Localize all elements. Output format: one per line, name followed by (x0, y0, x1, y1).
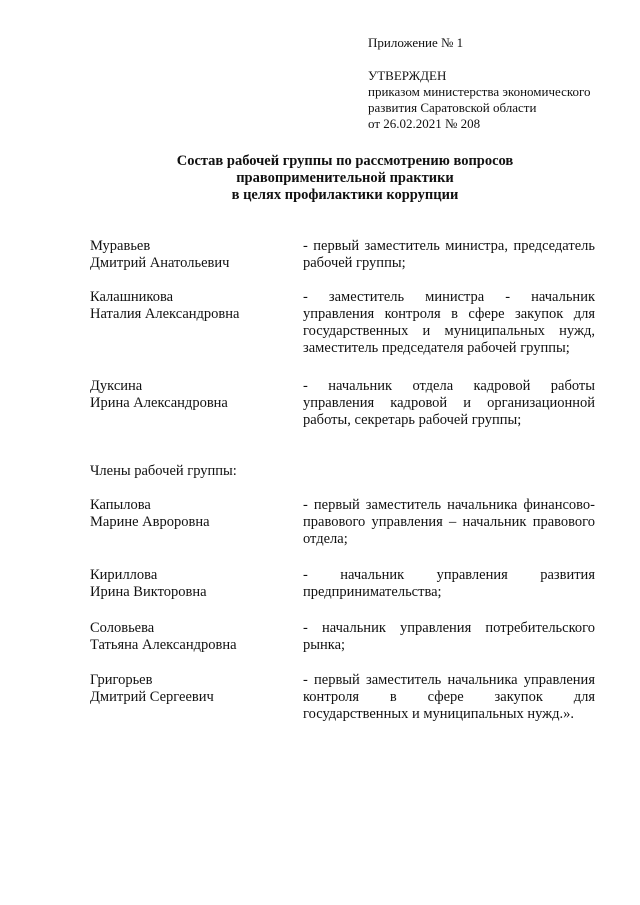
appendix-number: Приложение № 1 (368, 35, 464, 50)
person-role: - начальник управления потребительского рынка; (303, 620, 595, 653)
person-role: - начальник отдела кадровой работы управления кадровой и организационной работы, секретарь рабочей группы; (303, 378, 595, 428)
title-line-1: Состав рабочей группы по рассмотрению вопросов (176, 153, 514, 169)
person-name (90, 620, 290, 654)
person-name (90, 672, 290, 706)
person-given-names: Дмитрий Сергеевич (90, 689, 214, 705)
person-role: - первый заместитель министра, председатель рабочей группы; (303, 238, 595, 271)
person-name (90, 567, 290, 601)
approved-ministry-line: развития Саратовской области (368, 100, 537, 115)
person-role: - первый заместитель начальника финансово-правового управления – начальник правового отдела; (303, 497, 595, 547)
approved-order-line: приказом министерства экономического (368, 84, 591, 99)
person-given-names: Марине Авроровна (90, 514, 210, 530)
person-given-names: Дмитрий Анатольевич (90, 255, 230, 271)
person-given-names: Ирина Викторовна (90, 584, 207, 600)
document-title (90, 153, 600, 204)
approved-heading: УТВЕРЖДЕН (368, 68, 447, 83)
person-name (90, 238, 290, 272)
person-name (90, 378, 290, 412)
person-surname: Соловьева (90, 620, 155, 636)
approval-stamp-block (368, 68, 591, 132)
person-name (90, 289, 290, 323)
title-line-2: правоприменительной практики (236, 170, 454, 186)
person-given-names: Наталия Александровна (90, 306, 240, 322)
person-given-names: Татьяна Александровна (90, 637, 237, 653)
title-line-3: в целях профилактики коррупции (231, 187, 459, 203)
person-name (90, 497, 290, 531)
person-surname: Кириллова (90, 567, 158, 583)
approved-date-line: от 26.02.2021 № 208 (368, 116, 481, 131)
person-surname: Григорьев (90, 672, 153, 688)
members-heading: Члены рабочей группы: (90, 463, 237, 479)
person-given-names: Ирина Александровна (90, 395, 228, 411)
person-role: - начальник управления развития предпринимательства; (303, 567, 595, 600)
person-surname: Капылова (90, 497, 151, 513)
person-role: - первый заместитель начальника управления контроля в сфере закупок для государственных и муниципальных нужд.». (303, 672, 595, 722)
person-role: - заместитель министра - начальник управления контроля в сфере закупок для государственных и муниципальных нужд, заместитель председателя рабочей группы; (303, 289, 595, 356)
person-surname: Дуксина (90, 378, 143, 394)
person-surname: Калашникова (90, 289, 174, 305)
person-surname: Муравьев (90, 238, 151, 254)
